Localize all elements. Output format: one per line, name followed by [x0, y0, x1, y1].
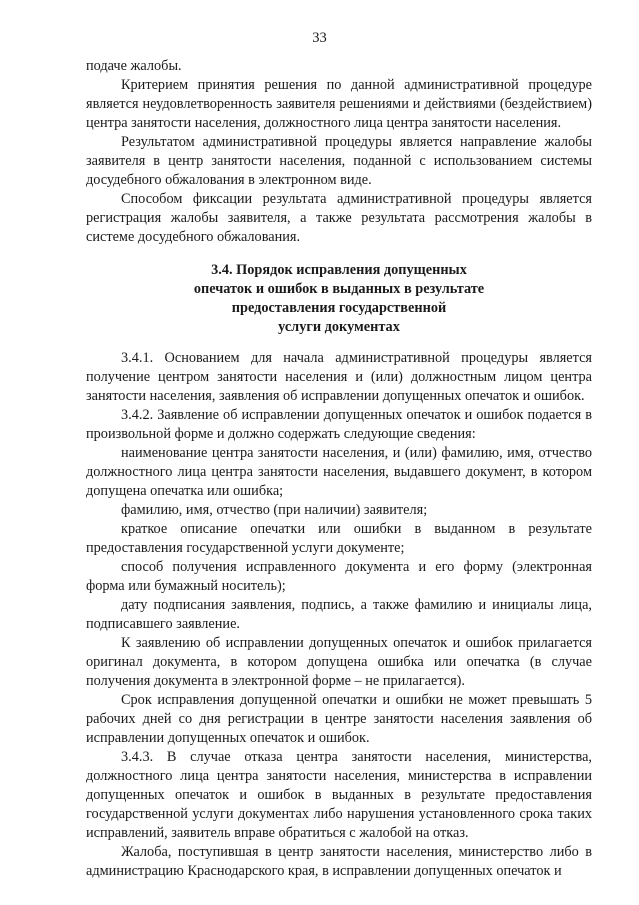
section-heading	[86, 261, 592, 337]
paragraph: 3.4.3. В случае отказа центра занятости населения, министерства, должностного лица центра занятости населения, министерства в исправлении допущенных опечаток и ошибок в выданных в результате предоставления государственной услуги документах либо нарушения установленного срока таких исправлений, заявитель вправе обратиться с жалобой на отказ.	[86, 749, 592, 841]
list-item: фамилию, имя, отчество (при наличии) заявителя;	[121, 502, 428, 518]
list-item: наименование центра занятости населения, и (или) фамилию, имя, отчество должностного лица центра занятости населения, выдавшего документ, в котором допущена опечатка или ошибка;	[86, 445, 592, 499]
paragraph: 3.4.1. Основанием для начала административной процедуры является получение центром занятости населения и (или) должностным лицом центра занятости населения, заявления об исправлении допущенных опечаток и ошибок.	[86, 350, 592, 404]
paragraph: Критерием принятия решения по данной административной процедуре является неудовлетворенность заявителя решениями и действиями (бездействием) центра занятости населения, должностного лица центра занятости населения.	[86, 77, 592, 131]
paragraph: Жалоба, поступившая в центр занятости населения, министерство либо в администрацию Краснодарского края, в исправлении допущенных опечаток и	[86, 844, 592, 879]
page-number: 33	[312, 30, 327, 46]
paragraph: Срок исправления допущенной опечатки и ошибки не может превышать 5 рабочих дней со дня регистрации в центре занятости населения заявления об исправлении допущенных опечаток и ошибок.	[86, 692, 592, 746]
paragraph: Способом фиксации результата административной процедуры является регистрация жалобы заявителя, а также результата рассмотрения жалобы в системе досудебного обжалования.	[86, 191, 592, 245]
section-heading-line: опечаток и ошибок в выданных в результате	[193, 281, 485, 297]
paragraph: подаче жалобы.	[86, 58, 182, 74]
section-heading-line: предоставления государственной	[231, 300, 447, 316]
section-heading-line: услуги документах	[278, 319, 400, 335]
paragraph: 3.4.2. Заявление об исправлении допущенных опечаток и ошибок подается в произвольной форме и должно содержать следующие сведения:	[86, 407, 592, 442]
list-item: способ получения исправленного документа и его форму (электронная форма или бумажный носитель);	[86, 559, 592, 594]
paragraph: Результатом административной процедуры является направление жалобы заявителя в центр занятости населения, поданной с использованием системы досудебного обжалования в электронном виде.	[86, 134, 592, 188]
list-item: дату подписания заявления, подпись, а также фамилию и инициалы лица, подписавшего заявление.	[86, 597, 592, 632]
paragraph: К заявлению об исправлении допущенных опечаток и ошибок прилагается оригинал документа, в котором допущена ошибка или опечатка (в случае получения документа в электронной форме – не прилагается).	[86, 635, 592, 689]
document-body	[86, 57, 592, 881]
section-heading-line: 3.4. Порядок исправления допущенных	[211, 262, 467, 278]
list-item: краткое описание опечатки или ошибки в выданном в результате предоставления государственной услуги документе;	[86, 521, 592, 556]
